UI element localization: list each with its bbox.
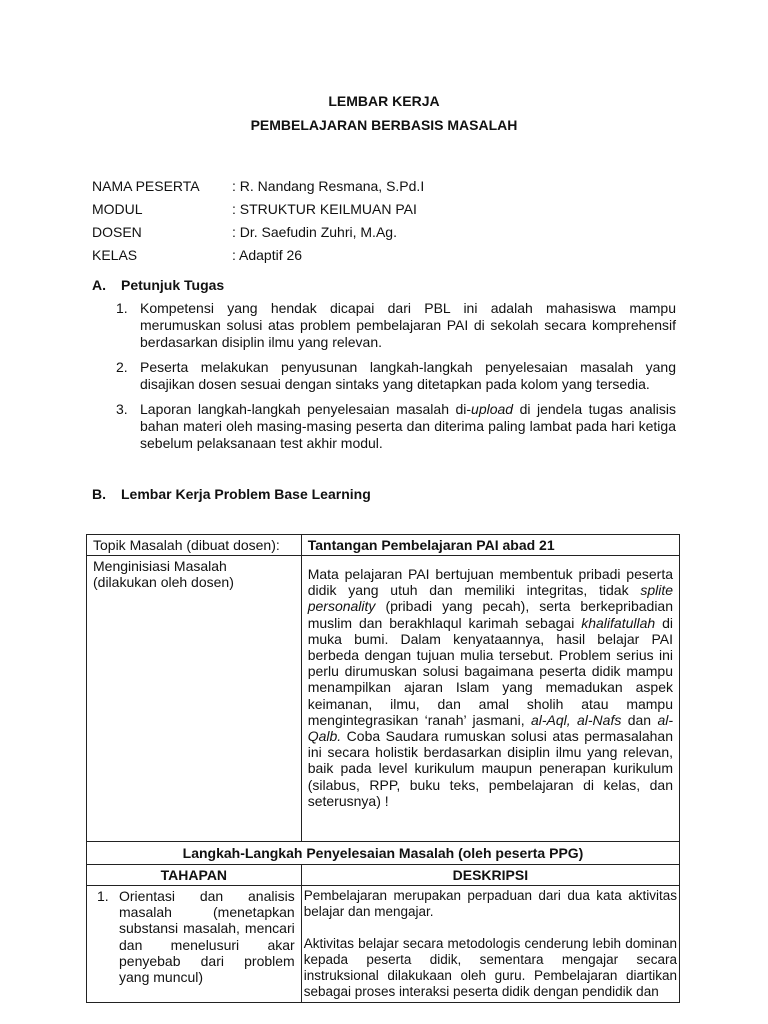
text-run: Laporan langkah-langkah penyelesaian masalah di- bbox=[140, 401, 472, 417]
list-item bbox=[116, 359, 676, 393]
steps-header-cell: Langkah-Langkah Penyelesaian Masalah (oleh peserta PPG) bbox=[87, 842, 680, 865]
instruction-list bbox=[116, 300, 676, 460]
topic-value-cell: Tantangan Pembelajaran PAI abad 21 bbox=[301, 535, 679, 556]
stage-text: Orientasi dan analisis masalah (menetapkan substansi masalah, mencari dan menelusuri akar penyebab dari problem yang muncul) bbox=[119, 888, 295, 986]
section-title: Lembar Kerja Problem Base Learning bbox=[121, 486, 371, 502]
info-value: : R. Nandang Resmana, S.Pd.I bbox=[232, 178, 425, 194]
info-value: : STRUKTUR KEILMUAN PAI bbox=[232, 201, 417, 217]
topic-label-cell: Topik Masalah (dibuat dosen): bbox=[87, 535, 302, 556]
text-run: di jendela tugas analisis bahan materi oleh masing-masing peserta dan diterima paling lambat pada hari ketiga sebelum pelaksanaan test akhir modul. bbox=[140, 401, 677, 451]
description-cell bbox=[301, 886, 679, 1003]
info-label: NAMA PESERTA bbox=[92, 178, 200, 194]
text-run: Mata pelajaran PAI bertujuan membentuk pribadi peserta didik yang utuh dan memiliki integritas, tidak bbox=[307, 566, 673, 599]
text-run: di muka bumi. Dalam kenyataannya, hasil belajar PAI berbeda dengan tujuan mulia tersebut. Problem serius ini perlu dirumuskan solusi bagaimana peserta didik mampu menampilkan ajaran Islam yang memadukan aspek keimanan, ilmu, dan amal sholih atau mampu mengintegrasikan ‘ranah’ jasmani, bbox=[307, 614, 673, 728]
info-row-dosen bbox=[92, 224, 397, 240]
problem-label-line: (dilakukan oleh dosen) bbox=[93, 574, 234, 590]
text-run-italic: khalifatullah bbox=[581, 614, 656, 631]
list-item bbox=[116, 401, 676, 452]
info-value: : Adaptif 26 bbox=[232, 247, 303, 263]
table-row bbox=[87, 535, 680, 556]
section-a-heading bbox=[92, 277, 224, 293]
section-b-heading bbox=[92, 486, 371, 502]
info-row-nama bbox=[92, 178, 424, 194]
problem-label-cell bbox=[87, 556, 302, 842]
stage-item bbox=[97, 888, 295, 985]
table-row bbox=[87, 842, 680, 865]
text-run-italic: upload bbox=[471, 401, 514, 417]
problem-label-line: Menginisiasi Masalah bbox=[93, 558, 227, 574]
info-label: KELAS bbox=[92, 247, 138, 263]
list-text: Kompetensi yang hendak dicapai dari PBL ini adalah mahasiswa mampu merumuskan solusi atas problem pembelajaran PAI di sekolah secara komprehensif berdasarkan disiplin ilmu yang relevan. bbox=[140, 300, 676, 350]
worksheet-table bbox=[86, 534, 680, 1003]
text-run-italic: splite personality bbox=[307, 582, 673, 615]
stage-cell bbox=[87, 886, 302, 1003]
info-row-modul bbox=[92, 201, 417, 217]
info-label: DOSEN bbox=[92, 224, 142, 240]
description-paragraph: Pembelajaran merupakan perpaduan dari dua kata aktivitas belajar dan mengajar. bbox=[303, 888, 677, 919]
section-letter: A. bbox=[92, 277, 106, 293]
document-title: LEMBAR KERJA bbox=[328, 93, 440, 109]
info-row-kelas bbox=[92, 247, 302, 263]
info-value: : Dr. Saefudin Zuhri, M.Ag. bbox=[232, 224, 397, 240]
list-text bbox=[140, 401, 676, 452]
text-run-italic: al-Aql, bbox=[530, 711, 571, 728]
problem-text-cell bbox=[301, 556, 679, 842]
description-paragraph: Aktivitas belajar secara metodologis cenderung lebih dominan kepada peserta didik, sementara mengajar secara instruksional dilakukaan oleh guru. Pembelajaran diartikan sebagai proses interaksi peserta didik dengan pendidik dan bbox=[303, 936, 677, 999]
section-title: Petunjuk Tugas bbox=[121, 277, 225, 293]
list-number: 3. bbox=[116, 401, 128, 417]
document-subtitle: PEMBELAJARAN BERBASIS MASALAH bbox=[250, 117, 518, 133]
section-letter: B. bbox=[92, 486, 106, 502]
info-label: MODUL bbox=[92, 201, 143, 217]
column-header-tahapan: TAHAPAN bbox=[87, 865, 302, 886]
text-run-italic: al-Nafs bbox=[577, 711, 622, 728]
text-run: (pribadi yang pecah), serta berkepribadian muslim dan berakhlaqul karimah sebagai bbox=[307, 598, 673, 631]
table-row bbox=[87, 865, 680, 886]
text-run: dan bbox=[621, 711, 658, 728]
list-text: Peserta melakukan penyusunan langkah-langkah penyelesaian masalah yang disajikan dosen sesuai dengan sintaks yang ditetapkan pada kolom yang tersedia. bbox=[140, 359, 676, 392]
column-header-deskripsi: DESKRIPSI bbox=[301, 865, 679, 886]
stage-number: 1. bbox=[97, 888, 109, 904]
text-run-italic: al-Qalb. bbox=[307, 711, 673, 745]
list-item bbox=[116, 300, 676, 351]
list-number: 1. bbox=[116, 300, 128, 316]
table-row bbox=[87, 556, 680, 842]
text-run: Coba Saudara rumuskan solusi atas permasalahan ini secara holistik berdasarkan disiplin ilmu yang relevan, baik pada level kurikulum maupun penerapan kurikulum (silabus, RPP, buku teks, pembelajaran di kelas, dan seterusnya) ! bbox=[307, 728, 673, 809]
table-row bbox=[87, 886, 680, 1003]
list-number: 2. bbox=[116, 359, 128, 375]
